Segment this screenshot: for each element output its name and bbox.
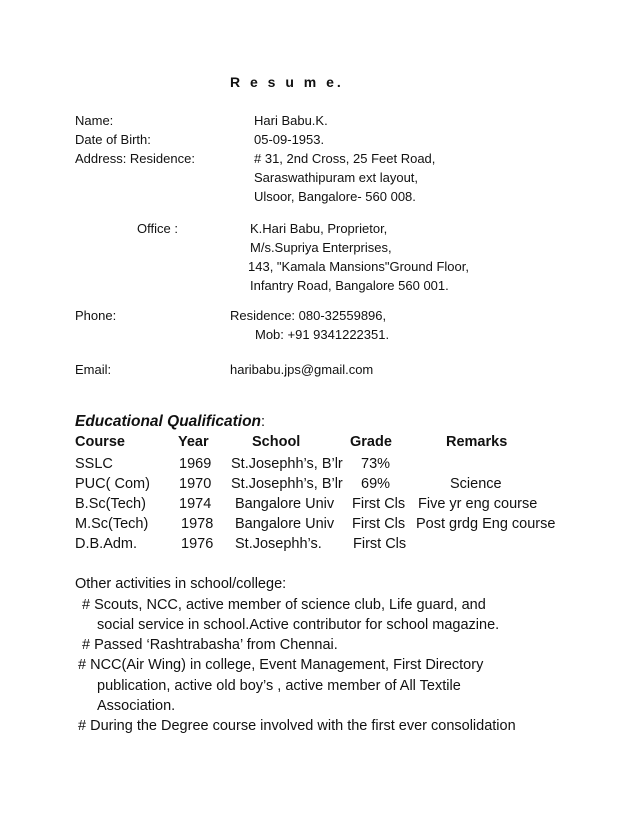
table-cell-school: St.Josephh’s, B’lr	[231, 456, 343, 472]
activities-heading: Other activities in school/college:	[75, 576, 287, 592]
table-cell-year: 1978	[181, 516, 214, 532]
column-header-remarks: Remarks	[446, 434, 508, 450]
table-cell-school: Bangalore Univ	[235, 516, 335, 532]
resume-title: R e s u m e.	[230, 74, 344, 90]
dob-value: 05-09-1953.	[254, 132, 325, 147]
table-cell-school: Bangalore Univ	[235, 496, 335, 512]
column-header-year: Year	[178, 434, 209, 450]
office-address-line: 143, "Kamala Mansions"Ground Floor,	[248, 259, 469, 274]
table-cell-year: 1969	[179, 456, 212, 472]
activity-line: # During the Degree course involved with the first ever consolidation	[78, 718, 516, 734]
phone-label: Phone:	[75, 308, 117, 323]
dob-label: Date of Birth:	[75, 132, 151, 147]
office-address-line: K.Hari Babu, Proprietor,	[250, 221, 388, 236]
residence-address-line: Saraswathipuram ext layout,	[254, 170, 419, 185]
table-cell-grade: 69%	[361, 476, 391, 492]
education-heading-colon: :	[261, 414, 266, 430]
phone-mobile: Mob: +91 9341222351.	[255, 327, 390, 342]
phone-residence: Residence: 080-32559896,	[230, 308, 387, 323]
table-cell-course: PUC( Com)	[75, 476, 150, 492]
name-label: Name:	[75, 113, 114, 128]
activity-line: Association.	[97, 698, 176, 714]
name-value: Hari Babu.K.	[254, 113, 328, 128]
table-cell-course: D.B.Adm.	[75, 536, 138, 552]
activity-line: # NCC(Air Wing) in college, Event Management, First Directory	[78, 657, 484, 673]
activity-line: publication, active old boy’s , active member of All Textile	[97, 678, 461, 694]
table-cell-year: 1976	[181, 536, 214, 552]
table-cell-remarks: Five yr eng course	[418, 496, 538, 512]
office-address-line: M/s.Supriya Enterprises,	[250, 240, 392, 255]
table-cell-year: 1974	[179, 496, 212, 512]
residence-address-line: # 31, 2nd Cross, 25 Feet Road,	[254, 151, 436, 166]
address-label: Address: Residence:	[75, 151, 195, 166]
education-heading-row	[75, 413, 265, 431]
activity-line: social service in school.Active contributor for school magazine.	[97, 617, 500, 633]
column-header-school: School	[252, 434, 301, 450]
table-cell-school: St.Josephh’s, B’lr	[231, 476, 343, 492]
table-cell-year: 1970	[179, 476, 212, 492]
column-header-course: Course	[75, 434, 125, 450]
column-header-grade: Grade	[350, 434, 392, 450]
email-label: Email:	[75, 362, 112, 377]
education-heading: Educational Qualification	[75, 413, 262, 430]
activity-line: # Passed ‘Rashtrabasha’ from Chennai.	[82, 637, 338, 653]
table-cell-grade: First Cls	[352, 516, 406, 532]
table-cell-school: St.Josephh’s.	[235, 536, 322, 552]
table-cell-course: M.Sc(Tech)	[75, 516, 149, 532]
table-cell-course: B.Sc(Tech)	[75, 496, 146, 512]
email-value: haribabu.jps@gmail.com	[230, 362, 374, 377]
table-cell-grade: First Cls	[353, 536, 407, 552]
office-address-line: Infantry Road, Bangalore 560 001.	[250, 278, 449, 293]
table-cell-course: SSLC	[75, 456, 113, 472]
office-label: Office :	[137, 221, 178, 236]
table-cell-grade: 73%	[361, 456, 391, 472]
activity-line: # Scouts, NCC, active member of science club, Life guard, and	[82, 597, 486, 613]
table-cell-remarks: Post grdg Eng course	[416, 516, 556, 532]
residence-address-line: Ulsoor, Bangalore- 560 008.	[254, 189, 416, 204]
table-cell-remarks: Science	[450, 476, 502, 492]
table-cell-grade: First Cls	[352, 496, 406, 512]
